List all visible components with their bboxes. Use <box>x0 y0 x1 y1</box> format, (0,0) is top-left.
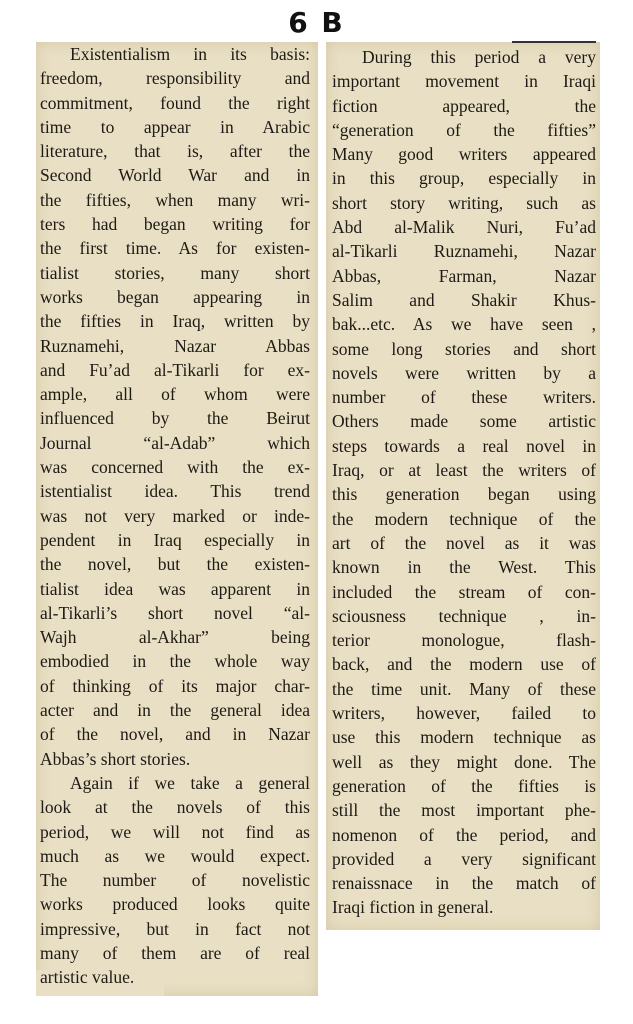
text-line: use this modern technique as <box>332 727 596 748</box>
text-line: writers, however, failed to <box>332 703 596 724</box>
text-line: this generation began using <box>332 484 596 505</box>
text-line: al-Tikarli Ruznamehi, Nazar <box>332 241 596 262</box>
text-line: novels were written by a <box>332 362 596 383</box>
text-line: Again if we take a general <box>70 772 310 793</box>
text-line: Journal “al-Adab” which <box>40 432 310 453</box>
text-line: provided a very significant <box>332 848 596 869</box>
text-line: embodied in the whole way <box>40 651 310 672</box>
page-label: 6 B <box>288 6 345 39</box>
text-line: ample, all of whom were <box>40 384 310 405</box>
text-line: short story writing, such as <box>332 192 596 213</box>
text-line: the modern technique of the <box>332 508 596 529</box>
text-line: Many good writers appeared <box>332 144 596 165</box>
text-line: in this group, especially in <box>332 168 596 189</box>
text-line: some long stories and short <box>332 338 596 359</box>
text-line: Salim and Shakir Khus- <box>332 289 596 310</box>
text-line: works produced looks quite <box>40 894 310 915</box>
text-line: sciousness technique , in- <box>332 605 596 626</box>
text-line: al-Tikarli’s short novel “al- <box>40 602 310 623</box>
text-line: Iraq, or at least the writers of <box>332 460 596 481</box>
text-line: of thinking of its major char- <box>40 675 310 696</box>
text-line: important movement in Iraqi <box>332 71 596 92</box>
text-line: known in the West. This <box>332 557 596 578</box>
text-line: literature, that is, after the <box>40 141 310 162</box>
text-line: bak...etc. As we have seen , <box>332 314 596 335</box>
text-line: generation of the fifties is <box>332 775 596 796</box>
text-line: fiction appeared, the <box>332 95 596 116</box>
text-line: tialist stories, many short <box>40 262 310 283</box>
text-line: was concerned with the ex- <box>40 457 310 478</box>
text-line: was not very marked or inde- <box>40 505 310 526</box>
text-line: time to appear in Arabic <box>40 116 310 137</box>
text-line: commitment, found the right <box>40 92 310 113</box>
text-line: ters had began writing for <box>40 214 310 235</box>
text-line: and Fu’ad al-Tikarli for ex- <box>40 359 310 380</box>
text-line: Abbas’s short stories. <box>40 748 191 769</box>
text-line: The number of novelistic <box>40 870 310 891</box>
text-line: many of them are of real <box>40 942 310 963</box>
text-line: Existentialism in its basis: <box>70 44 310 64</box>
text-line: freedom, responsibility and <box>40 68 310 89</box>
text-line: “generation of the fifties” <box>332 119 596 140</box>
text-line: nomenon of the period, and <box>332 824 596 845</box>
text-line: terior monologue, flash- <box>332 630 596 651</box>
text-line: well as they might done. The <box>332 751 596 772</box>
text-line: pendent in Iraq especially in <box>40 529 310 550</box>
text-line: the fifties in Iraq, written by <box>40 311 310 332</box>
text-line: Wajh al-Akhar” being <box>40 627 310 648</box>
text-line: steps towards a real novel in <box>332 435 596 456</box>
text-line: the fifties, when many wri- <box>40 189 310 210</box>
top-rule-divider <box>512 41 596 43</box>
text-line: During this period a very <box>362 47 596 67</box>
text-line: period, we will not find as <box>40 821 310 842</box>
text-line: of the novel, and in Nazar <box>40 724 310 745</box>
text-line: works began appearing in <box>40 286 310 307</box>
text-line: art of the novel as it was <box>332 532 596 553</box>
text-line: Abd al-Malik Nuri, Fu’ad <box>332 217 596 238</box>
text-line: renaissnace in the match of <box>332 873 596 894</box>
text-line: acter and in the general idea <box>40 700 310 721</box>
text-line: the first time. As for existen- <box>40 238 310 259</box>
text-line: much as we would expect. <box>40 845 310 866</box>
text-line: artistic value. <box>40 967 135 988</box>
text-line: influenced by the Beirut <box>40 408 310 429</box>
text-line: look at the novels of this <box>40 797 310 818</box>
text-line: Abbas, Farman, Nazar <box>332 265 596 286</box>
text-line: tialist idea was apparent in <box>40 578 310 599</box>
text-line: istentialist idea. This trend <box>40 481 310 502</box>
text-line: impressive, but in fact not <box>40 918 310 939</box>
text-line: back, and the modern use of <box>332 654 596 675</box>
text-line: the novel, but the existen- <box>40 554 310 575</box>
right-column-text <box>332 45 596 920</box>
text-line: Ruznamehi, Nazar Abbas <box>40 335 310 356</box>
text-line: Second World War and in <box>40 165 310 186</box>
text-line: the time unit. Many of these <box>332 678 596 699</box>
text-line: Iraqi fiction in general. <box>332 897 494 918</box>
text-line: number of these writers. <box>332 387 596 408</box>
left-column-text <box>40 42 310 990</box>
text-line: Others made some artistic <box>332 411 596 432</box>
text-line: included the stream of con- <box>332 581 596 602</box>
text-line: still the most important phe- <box>332 800 596 821</box>
